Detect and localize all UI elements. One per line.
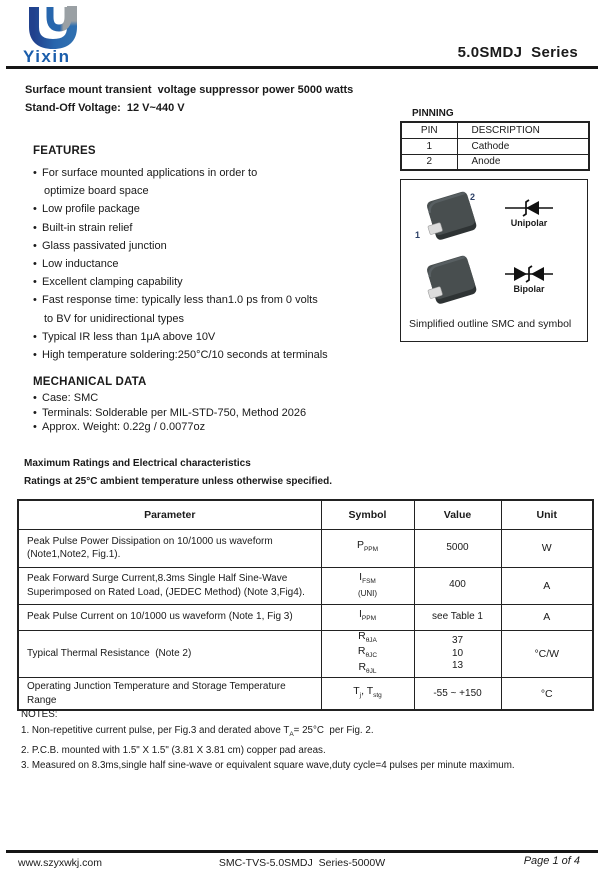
feature-text: Glass passivated junction <box>42 239 167 252</box>
symbol-text: (UNI) <box>357 588 378 598</box>
symbol-line <box>322 588 414 600</box>
ratings-col-parameter: Parameter <box>18 500 321 529</box>
symbol-subscript: θJC <box>365 652 378 660</box>
symbol-subscript: stg <box>373 692 382 700</box>
note-line <box>21 758 591 774</box>
pin1-label: 1 <box>415 230 421 240</box>
ratings-heading <box>24 455 332 490</box>
page-title: 5.0SMDJ Series <box>457 44 578 61</box>
unipolar-diode-icon <box>505 198 553 218</box>
symbol-text: , T <box>361 684 374 697</box>
mechanical-text: Case: SMC <box>42 392 99 404</box>
symbol-text: R <box>358 660 367 673</box>
pinning-table <box>400 121 590 171</box>
symbol-text: I <box>358 608 362 621</box>
mechanical-list <box>33 391 306 435</box>
list-item <box>33 255 393 273</box>
symbol-cell <box>321 529 414 567</box>
symbol-subscript: FSM <box>362 578 376 586</box>
package-outline-box <box>400 179 588 342</box>
pinning-title: PINNING <box>412 108 454 119</box>
value-cell <box>414 630 501 678</box>
symbol-text: T <box>353 684 360 697</box>
feature-text: Fast response time: typically less than1.0 ps from 0 volts <box>42 294 318 307</box>
pinning-table-body <box>401 138 589 170</box>
bullet-icon: • <box>33 221 37 234</box>
pin-description-cell: Cathode <box>457 138 589 154</box>
pinning-col-pin: PIN <box>401 122 457 138</box>
notes-list <box>21 723 591 774</box>
list-item <box>33 219 393 237</box>
symbol-subscript: θJL <box>366 667 377 675</box>
unit-cell: °C <box>501 678 593 711</box>
symbol-cell <box>321 678 414 711</box>
unit-cell: A <box>501 567 593 604</box>
symbol-subscript: PPM <box>361 615 376 623</box>
symbol-text: I <box>359 570 363 583</box>
parameter-cell <box>18 604 321 630</box>
symbol-line <box>322 646 414 662</box>
unit-cell: A <box>501 604 593 630</box>
list-item <box>33 200 393 218</box>
bullet-icon: • <box>33 349 37 362</box>
symbol-subscript: j <box>359 692 362 700</box>
list-item <box>33 164 393 182</box>
parameter-line: Peak Pulse Power Dissipation on 10/1000 us waveform <box>27 535 273 547</box>
unit-cell: °C/W <box>501 630 593 678</box>
feature-text: For surface mounted applications in order to <box>42 167 258 179</box>
features-list <box>33 164 393 364</box>
ratings-col-unit: Unit <box>501 500 593 529</box>
note-text: 3. Measured on 8.3ms,single half sine-wave or equivalent square wave,duty cycle=4 pulses per minute maximum. <box>21 760 515 772</box>
header-divider <box>6 66 598 69</box>
list-item <box>33 310 393 328</box>
value-line: 5000 <box>446 541 469 553</box>
mechanical-section <box>33 376 306 435</box>
features-section <box>33 145 393 364</box>
symbol-cell <box>321 567 414 604</box>
feature-text: Low inductance <box>42 258 119 271</box>
symbol-line <box>322 540 414 556</box>
feature-text: Built-in strain relief <box>42 221 133 234</box>
list-item <box>33 273 393 291</box>
bullet-icon: • <box>33 203 37 216</box>
bullet-icon: • <box>33 392 37 404</box>
parameter-cell <box>18 567 321 604</box>
value-cell <box>414 604 501 630</box>
intro-block <box>25 81 353 117</box>
smc-package-bottom-image <box>419 252 483 310</box>
note-subscript: A <box>289 730 294 738</box>
outline-caption: Simplified outline SMC and symbol <box>409 318 572 330</box>
features-title: FEATURES <box>33 145 96 157</box>
bipolar-label: Bipolar <box>513 284 545 294</box>
value-line: -55 ~ +150 <box>433 687 482 699</box>
feature-text: Excellent clamping capability <box>42 276 183 289</box>
ratings-heading-line-2: Ratings at 25°C ambient temperature unless otherwise specified. <box>24 475 332 487</box>
value-line: 37 <box>451 635 464 647</box>
list-item <box>33 420 306 435</box>
note-text: 2. P.C.B. mounted with 1.5" X 1.5" (3.81 X 3.81 cm) copper pad areas. <box>21 744 326 756</box>
parameter-cell <box>18 630 321 678</box>
parameter-cell <box>18 678 321 711</box>
bullet-icon: • <box>33 276 37 289</box>
value-line: 13 <box>451 660 464 672</box>
symbol-line <box>322 572 414 588</box>
bullet-icon: • <box>33 406 37 419</box>
bullet-icon: • <box>33 258 37 271</box>
list-item <box>33 291 393 309</box>
footer-page-number: Page 1 of 4 <box>523 855 580 867</box>
feature-text: Typical IR less than 1μA above 10V <box>42 330 216 343</box>
pin2-label: 2 <box>470 192 476 202</box>
table-row <box>401 138 589 154</box>
ratings-col-symbol: Symbol <box>321 500 414 529</box>
note-text: 1. Non-repetitive current pulse, per Fig.3 and derated above T <box>21 725 290 736</box>
ratings-table-body <box>18 529 593 710</box>
symbol-subscript: PPM <box>363 546 379 554</box>
ratings-table <box>17 499 594 711</box>
table-row <box>18 630 593 678</box>
company-name: Yixin <box>23 47 71 66</box>
value-line: see Table 1 <box>432 610 483 622</box>
notes-section <box>21 707 591 774</box>
intro-line-1: Surface mount transient voltage suppressor power 5000 watts <box>25 84 354 96</box>
mechanical-title: MECHANICAL DATA <box>33 376 147 388</box>
ratings-col-value: Value <box>414 500 501 529</box>
list-item <box>33 182 393 200</box>
value-line: 400 <box>449 579 466 591</box>
symbol-line <box>322 686 414 702</box>
list-item <box>33 237 393 255</box>
ratings-header-row <box>18 500 593 529</box>
pin-number-cell: 1 <box>401 138 457 154</box>
table-row <box>18 567 593 604</box>
bullet-icon: • <box>33 167 37 179</box>
ratings-heading-line-1: Maximum Ratings and Electrical characteristics <box>24 458 251 469</box>
footer-website-link[interactable]: www.szyxwkj.com <box>18 857 103 869</box>
symbol-line <box>322 609 414 625</box>
bullet-icon: • <box>33 421 37 433</box>
value-cell <box>414 529 501 567</box>
parameter-line: Superimposed on Rated Load, (JEDEC Method) (Note 3,Fig4). <box>27 586 305 598</box>
value-line: 10 <box>451 647 464 659</box>
list-item <box>33 391 306 406</box>
symbol-cell <box>321 604 414 630</box>
footer-doc-code: SMC-TVS-5.0SMDJ Series-5000W <box>218 857 386 869</box>
table-row <box>18 604 593 630</box>
parameter-line: Operating Junction Temperature and Storage Temperature Range <box>27 681 289 706</box>
table-row <box>18 529 593 567</box>
parameter-line: Typical Thermal Resistance (Note 2) <box>27 648 192 660</box>
symbol-text: P <box>356 539 364 552</box>
pin-description-cell: Anode <box>457 154 589 170</box>
intro-line-2: Stand-Off Voltage: 12 V~440 V <box>25 102 185 114</box>
note-line <box>21 743 591 759</box>
bullet-icon: • <box>33 294 37 307</box>
parameter-line: (Note1,Note2, Fig.1). <box>27 549 121 560</box>
list-item <box>33 346 393 364</box>
parameter-cell <box>18 529 321 567</box>
pinning-header-row <box>401 122 589 138</box>
pinning-col-description: DESCRIPTION <box>457 122 589 138</box>
notes-title: NOTES: <box>21 709 58 720</box>
symbol-line <box>322 631 414 647</box>
list-item <box>33 406 306 421</box>
symbol-text: R <box>358 629 366 642</box>
bullet-icon: • <box>33 330 37 343</box>
bipolar-diode-icon <box>505 264 553 284</box>
list-item <box>33 328 393 346</box>
symbol-line <box>322 662 414 678</box>
feature-text: Low profile package <box>42 203 140 216</box>
table-row <box>18 678 593 711</box>
unit-cell: W <box>501 529 593 567</box>
mechanical-text: Approx. Weight: 0.22g / 0.0077oz <box>42 421 206 433</box>
pin-number-cell: 2 <box>401 154 457 170</box>
bullet-icon: • <box>33 239 37 252</box>
symbol-subscript: θJA <box>365 636 377 644</box>
value-cell <box>414 567 501 604</box>
footer-divider <box>6 850 598 853</box>
symbol-text: R <box>357 645 366 658</box>
feature-text: to BV for unidirectional types <box>44 312 185 325</box>
value-cell <box>414 678 501 711</box>
parameter-line: Peak Pulse Current on 10/1000 us waveform (Note 1, Fig 3) <box>27 611 293 623</box>
parameter-line: Peak Forward Surge Current,8.3ms Single Half Sine-Wave <box>27 573 288 584</box>
feature-text: High temperature soldering:250°C/10 seconds at terminals <box>42 349 328 362</box>
feature-text: optimize board space <box>44 185 149 198</box>
table-row <box>401 154 589 170</box>
unipolar-label: Unipolar <box>510 218 548 228</box>
mechanical-text: Terminals: Solderable per MIL-STD-750, Method 2026 <box>42 406 307 419</box>
symbol-cell <box>321 630 414 678</box>
logo-u-icon <box>24 6 82 50</box>
note-text: = 25°C per Fig. 2. <box>293 725 374 736</box>
note-line <box>21 723 591 743</box>
